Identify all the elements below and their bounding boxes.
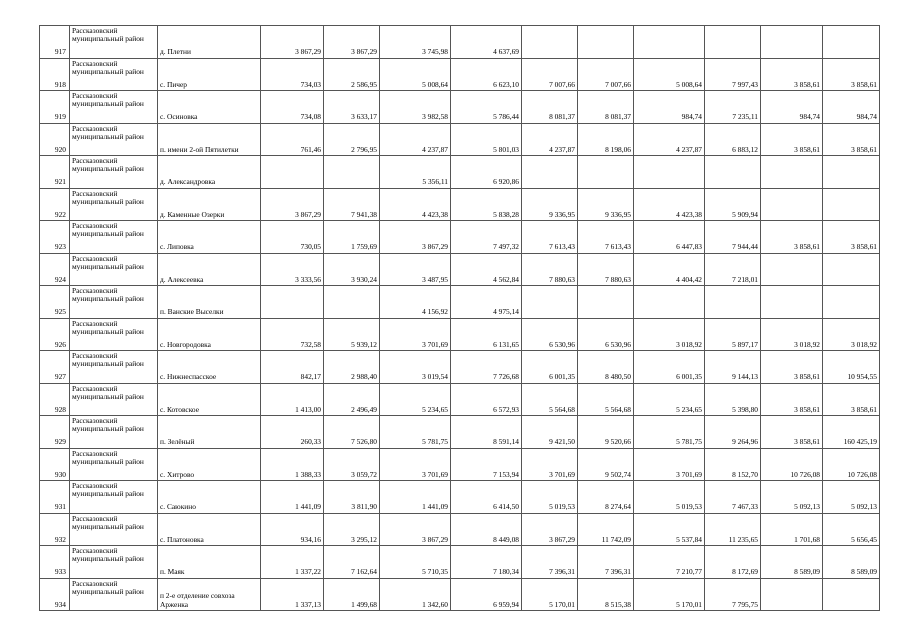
value-cell: 6 623,10 [451,58,522,91]
value-cell: 7 613,43 [578,221,634,254]
value-cell: 1 413,00 [261,383,324,416]
value-cell: 4 423,38 [380,188,451,221]
value-cell [761,286,823,319]
value-cell: 7 162,64 [324,546,380,579]
value-cell: 3 982,58 [380,91,451,124]
locality-cell: п 2-е отделение совхоза Арженка [158,578,261,611]
locality-cell: п. Зелёный [158,416,261,449]
value-cell: 3 867,29 [380,221,451,254]
table-row [40,351,880,384]
row-number-cell: 927 [40,351,70,384]
value-cell: 7 613,43 [522,221,578,254]
value-cell: 4 423,38 [634,188,705,221]
value-cell: 8 274,64 [578,481,634,514]
value-cell: 4 237,87 [634,123,705,156]
row-number-cell: 923 [40,221,70,254]
value-cell: 3 633,17 [324,91,380,124]
value-cell: 8 449,08 [451,513,522,546]
value-cell: 5 781,75 [634,416,705,449]
value-cell: 1 388,33 [261,448,324,481]
value-cell: 3 858,61 [761,416,823,449]
value-cell: 7 396,31 [522,546,578,579]
value-cell: 7 497,32 [451,221,522,254]
value-cell: 3 701,69 [522,448,578,481]
value-cell: 7 795,75 [705,578,761,611]
value-cell [761,156,823,189]
value-cell: 7 007,66 [522,58,578,91]
value-cell: 3 018,92 [761,318,823,351]
value-cell: 3 930,24 [324,253,380,286]
value-cell: 5 234,65 [380,383,451,416]
value-cell: 3 701,69 [380,318,451,351]
table-row [40,481,880,514]
value-cell: 7 880,63 [578,253,634,286]
value-cell: 984,74 [634,91,705,124]
value-cell: 7 880,63 [522,253,578,286]
row-number-cell: 919 [40,91,70,124]
row-number-cell: 931 [40,481,70,514]
value-cell: 3 019,54 [380,351,451,384]
locality-cell: с. Платоновка [158,513,261,546]
value-cell [823,286,880,319]
value-cell: 10 726,08 [823,448,880,481]
value-cell: 6 883,12 [705,123,761,156]
locality-cell: с. Липовка [158,221,261,254]
value-cell [823,578,880,611]
value-cell: 4 404,42 [634,253,705,286]
value-cell: 6 414,50 [451,481,522,514]
value-cell: 3 858,61 [761,58,823,91]
value-cell: 6 920,86 [451,156,522,189]
district-cell: Рассказовский муниципальный район [70,416,158,449]
district-cell: Рассказовский муниципальный район [70,578,158,611]
value-cell: 4 975,14 [451,286,522,319]
value-cell: 2 586,95 [324,58,380,91]
table-body [40,26,880,611]
value-cell: 11 742,09 [578,513,634,546]
value-cell [522,286,578,319]
district-cell: Рассказовский муниципальный район [70,513,158,546]
value-cell: 8 591,14 [451,416,522,449]
value-cell: 7 997,43 [705,58,761,91]
value-cell [823,188,880,221]
value-cell: 7 526,80 [324,416,380,449]
district-cell: Рассказовский муниципальный район [70,91,158,124]
row-number-cell: 933 [40,546,70,579]
value-cell: 8 589,09 [823,546,880,579]
value-cell: 6 959,94 [451,578,522,611]
value-cell: 9 264,96 [705,416,761,449]
value-cell: 260,33 [261,416,324,449]
tariff-table [39,25,880,611]
value-cell: 730,05 [261,221,324,254]
value-cell: 5 008,64 [380,58,451,91]
value-cell [578,286,634,319]
row-number-cell: 925 [40,286,70,319]
value-cell: 9 502,74 [578,448,634,481]
value-cell: 9 336,95 [578,188,634,221]
table-row [40,58,880,91]
table-row [40,513,880,546]
locality-cell: с. Нижнеспасское [158,351,261,384]
district-cell: Рассказовский муниципальный район [70,221,158,254]
locality-cell: с. Новгородовка [158,318,261,351]
value-cell: 8 515,38 [578,578,634,611]
value-cell: 3 867,29 [324,26,380,59]
locality-cell: д. Плетни [158,26,261,59]
value-cell [705,286,761,319]
value-cell: 7 467,33 [705,481,761,514]
value-cell [761,26,823,59]
value-cell: 5 537,84 [634,513,705,546]
value-cell: 984,74 [761,91,823,124]
locality-cell: с. Хитрово [158,448,261,481]
district-cell: Рассказовский муниципальный район [70,383,158,416]
row-number-cell: 921 [40,156,70,189]
locality-cell: д. Александровка [158,156,261,189]
value-cell: 5 781,75 [380,416,451,449]
value-cell [578,156,634,189]
value-cell: 5 656,45 [823,513,880,546]
value-cell: 2 796,95 [324,123,380,156]
locality-cell: д. Алексеевка [158,253,261,286]
locality-cell: с. Пичер [158,58,261,91]
row-number-cell: 924 [40,253,70,286]
value-cell: 4 156,92 [380,286,451,319]
value-cell [705,26,761,59]
row-number-cell: 926 [40,318,70,351]
value-cell: 3 858,61 [761,123,823,156]
value-cell: 7 396,31 [578,546,634,579]
value-cell: 7 235,11 [705,91,761,124]
value-cell: 5 939,12 [324,318,380,351]
value-cell [761,253,823,286]
value-cell: 3 858,61 [823,58,880,91]
value-cell: 1 701,68 [761,513,823,546]
value-cell: 6 530,96 [578,318,634,351]
value-cell: 7 218,01 [705,253,761,286]
district-cell: Рассказовский муниципальный район [70,546,158,579]
value-cell: 5 019,53 [634,481,705,514]
value-cell: 1 499,68 [324,578,380,611]
value-cell: 1 337,22 [261,546,324,579]
value-cell: 9 421,50 [522,416,578,449]
locality-cell: п. Маяк [158,546,261,579]
value-cell: 3 745,98 [380,26,451,59]
value-cell: 2 496,49 [324,383,380,416]
value-cell: 7 944,44 [705,221,761,254]
value-cell: 10 726,08 [761,448,823,481]
value-cell: 1 337,13 [261,578,324,611]
value-cell: 8 198,06 [578,123,634,156]
value-cell: 8 081,37 [578,91,634,124]
value-cell: 7 007,66 [578,58,634,91]
value-cell: 5 564,68 [522,383,578,416]
table-row [40,383,880,416]
value-cell [522,26,578,59]
value-cell [823,156,880,189]
value-cell: 7 180,34 [451,546,522,579]
value-cell [324,286,380,319]
value-cell: 5 786,44 [451,91,522,124]
value-cell: 3 295,12 [324,513,380,546]
row-number-cell: 934 [40,578,70,611]
locality-cell: с. Осиновка [158,91,261,124]
locality-cell: п. имени 2-ой Пятилетки [158,123,261,156]
table-row [40,578,880,611]
table-row [40,318,880,351]
row-number-cell: 929 [40,416,70,449]
value-cell: 842,17 [261,351,324,384]
value-cell: 9 520,66 [578,416,634,449]
district-cell: Рассказовский муниципальный район [70,26,158,59]
value-cell: 5 838,28 [451,188,522,221]
row-number-cell: 920 [40,123,70,156]
value-cell: 732,58 [261,318,324,351]
value-cell: 5 564,68 [578,383,634,416]
value-cell [324,156,380,189]
value-cell: 4 237,87 [380,123,451,156]
value-cell [823,26,880,59]
table-row [40,26,880,59]
value-cell: 3 333,56 [261,253,324,286]
value-cell: 5 356,11 [380,156,451,189]
value-cell [634,26,705,59]
district-cell: Рассказовский муниципальный район [70,481,158,514]
value-cell: 10 954,55 [823,351,880,384]
value-cell: 3 858,61 [761,221,823,254]
value-cell: 7 941,38 [324,188,380,221]
locality-cell: с. Саюкино [158,481,261,514]
value-cell: 3 858,61 [761,351,823,384]
value-cell: 734,03 [261,58,324,91]
table-row [40,546,880,579]
row-number-cell: 917 [40,26,70,59]
district-cell: Рассказовский муниципальный район [70,351,158,384]
value-cell: 5 019,53 [522,481,578,514]
value-cell: 4 237,87 [522,123,578,156]
value-cell: 3 701,69 [634,448,705,481]
value-cell: 7 726,68 [451,351,522,384]
value-cell: 3 867,29 [380,513,451,546]
value-cell: 7 210,77 [634,546,705,579]
value-cell: 5 801,03 [451,123,522,156]
value-cell: 1 759,69 [324,221,380,254]
value-cell: 984,74 [823,91,880,124]
value-cell: 4 637,69 [451,26,522,59]
value-cell [522,156,578,189]
value-cell: 8 081,37 [522,91,578,124]
value-cell [261,156,324,189]
value-cell: 3 059,72 [324,448,380,481]
table-row [40,91,880,124]
district-cell: Рассказовский муниципальный район [70,58,158,91]
value-cell [578,26,634,59]
district-cell: Рассказовский муниципальный район [70,123,158,156]
value-cell: 1 441,09 [380,481,451,514]
value-cell: 5 909,94 [705,188,761,221]
value-cell: 8 589,09 [761,546,823,579]
value-cell: 5 897,17 [705,318,761,351]
value-cell: 3 858,61 [823,383,880,416]
value-cell: 5 234,65 [634,383,705,416]
value-cell: 9 336,95 [522,188,578,221]
row-number-cell: 918 [40,58,70,91]
value-cell: 934,16 [261,513,324,546]
district-cell: Рассказовский муниципальный район [70,188,158,221]
value-cell [761,188,823,221]
value-cell: 761,46 [261,123,324,156]
value-cell: 5 092,13 [761,481,823,514]
value-cell: 160 425,19 [823,416,880,449]
value-cell: 5 092,13 [823,481,880,514]
value-cell: 7 153,94 [451,448,522,481]
value-cell: 11 235,65 [705,513,761,546]
value-cell: 5 398,80 [705,383,761,416]
row-number-cell: 932 [40,513,70,546]
value-cell: 8 152,70 [705,448,761,481]
value-cell: 4 562,84 [451,253,522,286]
table-row [40,416,880,449]
value-cell: 3 487,95 [380,253,451,286]
district-cell: Рассказовский муниципальный район [70,253,158,286]
value-cell: 3 858,61 [761,383,823,416]
value-cell: 3 867,29 [261,188,324,221]
value-cell: 3 867,29 [522,513,578,546]
locality-cell: п. Ванские Выселки [158,286,261,319]
district-cell: Рассказовский муниципальный район [70,448,158,481]
value-cell: 734,08 [261,91,324,124]
value-cell: 2 988,40 [324,351,380,384]
value-cell: 9 144,13 [705,351,761,384]
value-cell: 6 447,83 [634,221,705,254]
table-row [40,123,880,156]
value-cell [761,578,823,611]
value-cell: 6 530,96 [522,318,578,351]
locality-cell: с. Котовское [158,383,261,416]
value-cell: 6 001,35 [634,351,705,384]
value-cell: 5 170,01 [522,578,578,611]
table-row [40,156,880,189]
row-number-cell: 930 [40,448,70,481]
district-cell: Рассказовский муниципальный район [70,318,158,351]
value-cell [261,286,324,319]
value-cell: 1 441,09 [261,481,324,514]
value-cell: 3 018,92 [823,318,880,351]
value-cell: 3 811,90 [324,481,380,514]
row-number-cell: 922 [40,188,70,221]
value-cell: 3 018,92 [634,318,705,351]
value-cell: 3 701,69 [380,448,451,481]
value-cell: 8 480,50 [578,351,634,384]
locality-cell: д. Каменные Озерки [158,188,261,221]
value-cell: 6 001,35 [522,351,578,384]
table-row [40,188,880,221]
table-row [40,221,880,254]
value-cell: 6 572,93 [451,383,522,416]
value-cell [823,253,880,286]
value-cell: 5 008,64 [634,58,705,91]
value-cell [634,156,705,189]
value-cell [705,156,761,189]
table-row [40,448,880,481]
value-cell: 3 867,29 [261,26,324,59]
value-cell: 8 172,69 [705,546,761,579]
table-row [40,286,880,319]
value-cell [634,286,705,319]
value-cell: 3 858,61 [823,221,880,254]
district-cell: Рассказовский муниципальный район [70,286,158,319]
value-cell: 5 170,01 [634,578,705,611]
value-cell: 1 342,60 [380,578,451,611]
value-cell: 6 131,65 [451,318,522,351]
table-row [40,253,880,286]
value-cell: 5 710,35 [380,546,451,579]
district-cell: Рассказовский муниципальный район [70,156,158,189]
value-cell: 3 858,61 [823,123,880,156]
row-number-cell: 928 [40,383,70,416]
